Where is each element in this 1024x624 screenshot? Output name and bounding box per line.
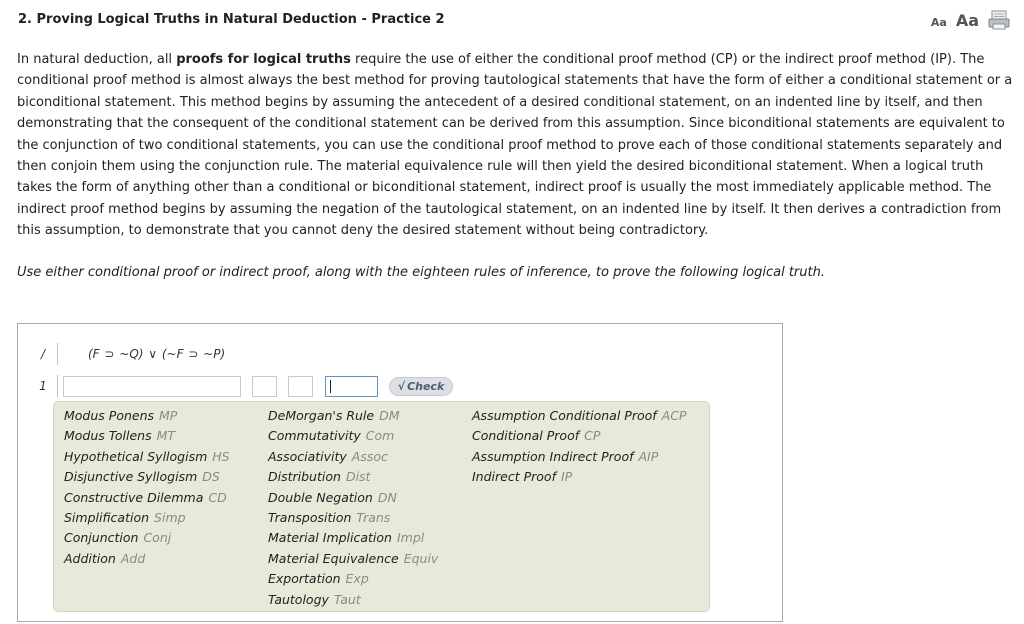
rule-abbreviation: Equiv [403, 550, 439, 566]
rule-name: Indirect Proof [472, 469, 556, 485]
rule-name: Conditional Proof [472, 428, 580, 444]
rule-name: Simplification [64, 509, 150, 525]
check-mark-icon: √ [397, 380, 406, 393]
font-size-small-button[interactable]: Aa [930, 16, 947, 29]
rule-item[interactable] [268, 406, 438, 426]
rule-item[interactable] [64, 426, 230, 446]
rule-input[interactable] [325, 376, 378, 397]
rule-abbreviation: Trans [356, 509, 391, 525]
rule-name: Exportation [268, 571, 341, 587]
rule-name: Distribution [268, 469, 341, 485]
rule-item[interactable] [64, 467, 230, 487]
intro-bold-term: proofs for logical truths [176, 52, 351, 67]
rule-abbreviation: Impl [396, 530, 425, 546]
statement-input[interactable] [63, 376, 241, 397]
rule-abbreviation: Dist [345, 469, 371, 485]
rules-column-1 [64, 406, 230, 569]
rule-abbreviation: MP [159, 408, 178, 423]
rule-abbreviation: Simp [154, 509, 186, 525]
proof-line-number: 1 [39, 379, 47, 393]
rule-name: Modus Ponens [64, 408, 155, 423]
rule-abbreviation: Assoc [351, 448, 388, 464]
page-title: 2. Proving Logical Truths in Natural Deduction - Practice 2 [18, 12, 445, 27]
rule-item[interactable] [268, 508, 438, 528]
rule-abbreviation: MT [156, 428, 176, 444]
instructions: Use either conditional proof or indirect proof, along with the eighteen rules of inference, to prove the following logical truth. [17, 265, 825, 280]
rule-item[interactable] [472, 426, 686, 446]
intro-paragraph [17, 49, 1019, 242]
rule-item[interactable] [268, 447, 438, 467]
rule-name: Constructive Dilemma [64, 489, 204, 505]
rule-abbreviation: Com [365, 428, 395, 444]
rule-name: Hypothetical Syllogism [64, 448, 208, 464]
rule-item[interactable] [64, 549, 230, 569]
text-caret [330, 380, 331, 393]
conclusion-marker: / [40, 347, 46, 361]
rule-item[interactable] [64, 528, 230, 548]
rules-of-inference-panel [53, 401, 710, 612]
rule-abbreviation: DS [202, 469, 220, 485]
font-size-large-button[interactable]: Aa [955, 11, 979, 30]
print-icon[interactable] [988, 10, 1010, 30]
rule-item[interactable] [64, 447, 230, 467]
rule-name: Modus Tollens [64, 428, 152, 444]
rule-item[interactable] [64, 508, 230, 528]
conclusion-statement: (F ⊃ ~Q) ∨ (~F ⊃ ~P) [88, 347, 226, 361]
rule-item[interactable] [268, 569, 438, 589]
rule-item[interactable] [64, 488, 230, 508]
rule-abbreviation: CP [584, 428, 601, 444]
rule-abbreviation: Conj [143, 530, 172, 546]
rule-name: Assumption Conditional Proof [472, 408, 657, 423]
rule-item[interactable] [268, 488, 438, 508]
rule-abbreviation: DN [377, 489, 397, 505]
rule-item[interactable] [472, 406, 686, 426]
rule-name: Tautology [268, 591, 329, 607]
rule-item[interactable] [268, 590, 438, 610]
intro-text-rest: require the use of either the conditional proof method (CP) or the indirect proof method (IP). The conditional proof method is almost always the best method for proving tautological statements that have the form of either a conditional statement or a biconditional statement. This method begins by assuming the antecedent of a desired conditional statement, on an indented line by itself, and then demonstrating that the consequent of the conditional statement can be derived from this assumption. Since biconditional statements are equivalent to the conjunction of two conditional statements, you can use the conditional proof method to prove each of those conditional statements separately and then conjoin them using the conjunction rule. The material equivalence rule will then yield the desired biconditional statement. When a logical truth takes the form of anything other than a conditional or biconditional statement, indirect proof is usually the most immediately applicable method. The indirect proof method begins by assuming the negation of the tautological statement, on an indented line by itself. It then derives a contradiction from this assumption, to demonstrate that you cannot deny the desired statement without being contradictory. [17, 52, 1013, 239]
rule-item[interactable] [268, 426, 438, 446]
proof-line-divider [57, 375, 58, 397]
rule-item[interactable] [64, 406, 230, 426]
proof-panel [17, 323, 783, 622]
justification-line-input-2[interactable] [288, 376, 313, 397]
rule-item[interactable] [268, 549, 438, 569]
rule-abbreviation: IP [560, 469, 573, 485]
rule-name: Associativity [268, 448, 347, 464]
intro-text-start: In natural deduction, all [17, 52, 177, 67]
rule-abbreviation: HS [212, 448, 230, 464]
check-button-label: Check [407, 380, 445, 393]
rule-name: Disjunctive Syllogism [64, 469, 198, 485]
rule-item[interactable] [268, 467, 438, 487]
check-button[interactable] [389, 377, 453, 396]
rule-name: Transposition [268, 509, 352, 525]
rule-item[interactable] [472, 467, 686, 487]
rule-name: Conjunction [64, 530, 139, 546]
rule-abbreviation: AIP [638, 448, 659, 464]
rule-abbreviation: Add [120, 550, 146, 566]
rule-name: Material Equivalence [268, 550, 399, 566]
rule-name: Commutativity [268, 428, 361, 444]
rules-column-3 [472, 406, 686, 488]
rule-name: Material Implication [268, 530, 392, 546]
rule-name: Assumption Indirect Proof [472, 448, 634, 464]
rule-item[interactable] [472, 447, 686, 467]
rule-abbreviation: DM [379, 408, 400, 423]
rule-item[interactable] [268, 528, 438, 548]
justification-line-input-1[interactable] [252, 376, 277, 397]
rule-abbreviation: Exp [345, 571, 369, 587]
rule-name: DeMorgan's Rule [268, 408, 375, 423]
conclusion-divider [57, 343, 58, 365]
rule-name: Double Negation [268, 489, 373, 505]
rule-name: Addition [64, 550, 116, 566]
font-size-controls [931, 10, 1010, 30]
rule-abbreviation: ACP [661, 408, 687, 423]
rule-abbreviation: Taut [333, 591, 361, 607]
rule-abbreviation: CD [208, 489, 227, 505]
rules-column-2 [268, 406, 438, 610]
